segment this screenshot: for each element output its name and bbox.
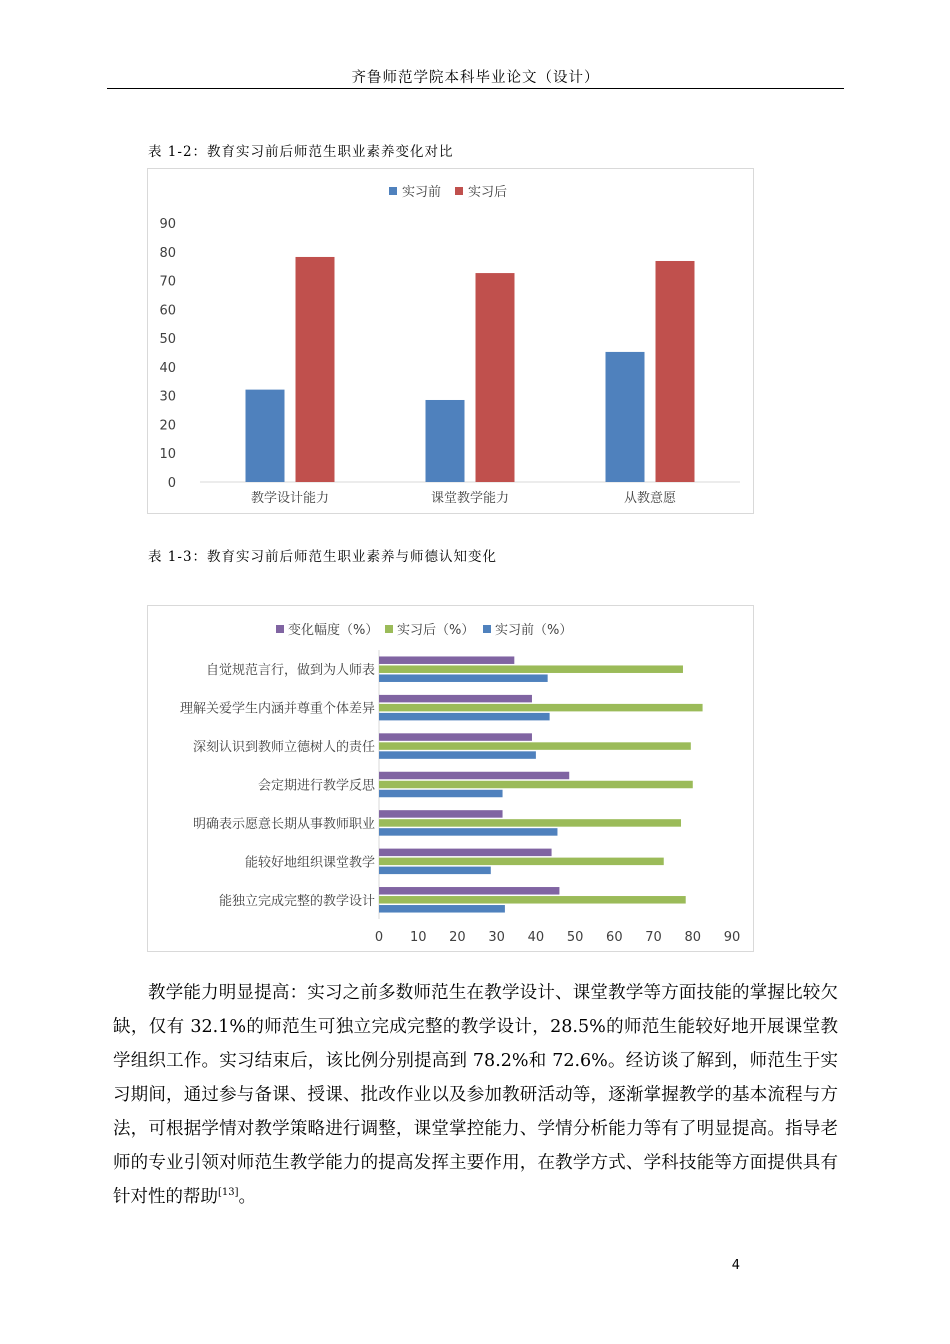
bar-1-2	[656, 261, 695, 482]
legend-label-0: 变化幅度（%）	[288, 623, 379, 638]
y-tick-label: 30	[159, 389, 176, 405]
bar-0-0	[379, 656, 514, 664]
x-tick-label: 20	[449, 930, 466, 945]
paragraph-end-mark: 。	[238, 1187, 257, 1207]
y-category-label: 深刻认识到教师立德树人的责任	[192, 740, 375, 756]
x-tick-label: 60	[606, 930, 623, 945]
x-tick-label: 70	[645, 930, 662, 945]
bar-0-3	[379, 772, 569, 780]
bar-1-4	[379, 819, 681, 827]
legend-label-0: 实习前	[402, 185, 442, 200]
x-tick-label: 教学设计能力	[250, 491, 330, 506]
x-tick-label: 90	[723, 930, 741, 945]
bar-0-4	[379, 810, 503, 818]
bar-2-5	[379, 867, 491, 875]
legend-label-1: 实习后	[468, 185, 508, 200]
chart-1-3-box	[147, 605, 754, 952]
bar-1-0	[379, 665, 683, 673]
y-tick-label: 60	[159, 303, 176, 319]
body-text	[113, 976, 838, 1214]
bar-1-5	[379, 858, 664, 866]
chart-1-3	[148, 606, 753, 951]
y-category-label: 自觉规范言行，做到为人师表	[205, 663, 375, 679]
y-tick-label: 20	[159, 418, 176, 434]
x-tick-label: 50	[566, 930, 584, 945]
x-tick-label: 10	[409, 930, 427, 945]
bar-0-6	[379, 887, 559, 895]
bar-2-0	[379, 674, 548, 682]
legend-swatch-0	[389, 187, 397, 195]
chart-1-2-box	[147, 168, 754, 514]
legend-swatch-2	[483, 625, 491, 633]
bar-0-2	[606, 352, 645, 482]
y-tick-label: 0	[167, 476, 176, 491]
bar-1-6	[379, 896, 686, 904]
legend-label-1: 实习后（%）	[397, 623, 475, 638]
page-number: 4	[731, 1258, 740, 1273]
paragraph-main	[113, 976, 838, 1214]
y-category-label: 能较好地组织课堂教学	[244, 855, 375, 871]
bar-0-2	[379, 733, 532, 741]
y-tick-label: 50	[159, 332, 176, 348]
bar-2-4	[379, 828, 557, 836]
bar-0-1	[426, 400, 465, 482]
caption-table-1-2: 表 1-2：教育实习前后师范生职业素养变化对比	[148, 144, 454, 160]
y-category-label: 会定期进行教学反思	[257, 778, 375, 794]
bar-0-0	[246, 390, 285, 482]
bar-1-0	[296, 257, 335, 482]
caption-table-1-3: 表 1-3：教育实习前后师范生职业素养与师德认知变化	[148, 549, 498, 565]
x-tick-label: 30	[488, 930, 505, 945]
y-tick-label: 40	[159, 360, 176, 376]
legend-label-2: 实习前（%）	[495, 623, 573, 638]
x-tick-label: 80	[684, 930, 702, 945]
bar-2-3	[379, 790, 503, 798]
bar-2-1	[379, 713, 550, 721]
bar-1-3	[379, 781, 693, 789]
bar-0-5	[379, 849, 552, 857]
page-header: 齐鲁师范学院本科毕业论文（设计）	[351, 70, 600, 86]
y-tick-label: 70	[159, 274, 176, 290]
legend-swatch-1	[455, 187, 463, 195]
chart-1-2	[148, 169, 753, 513]
y-tick-label: 90	[159, 217, 176, 232]
bar-1-2	[379, 742, 691, 750]
y-tick-label: 80	[159, 245, 176, 261]
header-rule	[107, 88, 844, 89]
paragraph-main-text: 教学能力明显提高：实习之前多数师范生在教学设计、课堂教学等方面技能的掌握比较欠缺，仅有 32.1%的师范生可独立完成完整的教学设计，28.5%的师范生能较好地开展课堂教学组织工作。实习结束后，该比例分别提高到 78.2%和 72.6%。经访谈了解到，师范生于实习期间，通过参与备课、授课、批改作业以及参加教研活动等，逐渐掌握教学的基本流程与方法，可根据学情对教学策略进行调整，课堂掌控能力、学情分析能力等有了明显提高。指导老师的专业引领对师范生教学能力的提高发挥主要作用，在教学方式、学科技能等方面提供具有针对性的帮助	[113, 983, 838, 1207]
legend-swatch-0	[276, 625, 284, 633]
x-tick-label: 从教意愿	[623, 491, 677, 506]
x-tick-label: 40	[527, 930, 545, 945]
citation-ref: [13]	[218, 1187, 239, 1199]
legend-swatch-1	[385, 625, 393, 633]
y-category-label: 理解关爱学生内涵并尊重个体差异	[179, 701, 375, 717]
x-tick-label: 0	[374, 930, 384, 945]
y-tick-label: 10	[159, 447, 176, 463]
x-tick-label: 课堂教学能力	[430, 491, 510, 506]
bar-0-1	[379, 695, 532, 703]
bar-1-1	[476, 273, 515, 482]
y-category-label: 明确表示愿意长期从事教师职业	[192, 816, 375, 832]
bar-2-2	[379, 751, 536, 759]
bar-2-6	[379, 905, 505, 913]
y-category-label: 能独立完成完整的教学设计	[218, 893, 375, 909]
bar-1-1	[379, 704, 703, 712]
